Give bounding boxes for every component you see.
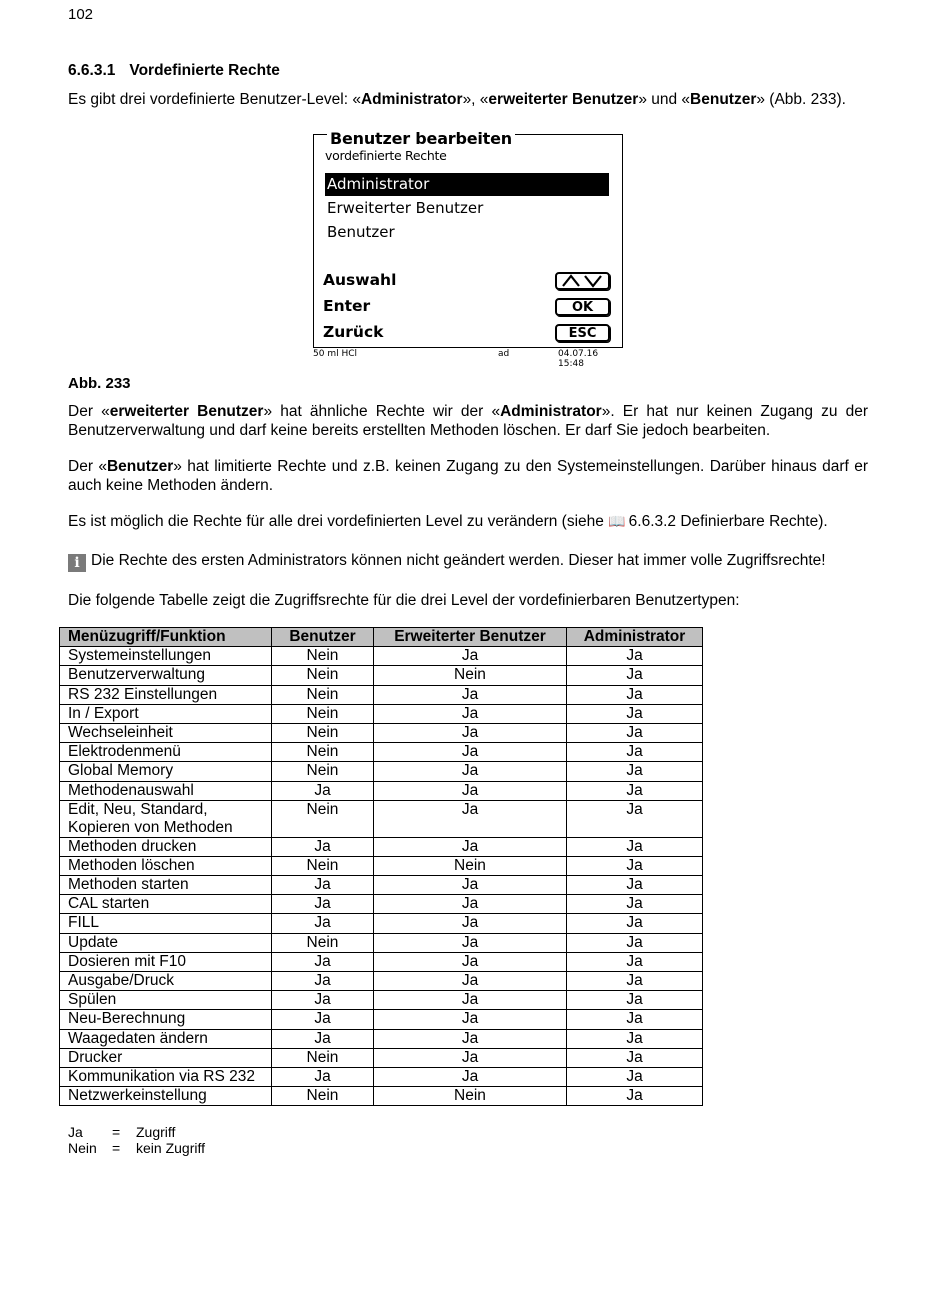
- table-row: [60, 914, 703, 933]
- function-cell: Global Memory: [60, 762, 272, 781]
- access-cell: Ja: [374, 914, 567, 933]
- access-cell: Ja: [374, 837, 567, 856]
- function-cell: Spülen: [60, 991, 272, 1010]
- access-cell: Ja: [567, 914, 703, 933]
- access-cell: Ja: [272, 837, 374, 856]
- access-cell: Ja: [567, 1010, 703, 1029]
- access-cell: Ja: [567, 933, 703, 952]
- section-heading: [68, 62, 280, 80]
- access-cell: Ja: [272, 876, 374, 895]
- access-cell: Nein: [272, 1048, 374, 1067]
- table-row: [60, 1048, 703, 1067]
- table-row: [60, 837, 703, 856]
- access-cell: Ja: [272, 781, 374, 800]
- screen-status-bar: [313, 349, 623, 369]
- access-cell: Ja: [374, 762, 567, 781]
- access-cell: Ja: [374, 704, 567, 723]
- function-cell: Wechseleinheit: [60, 723, 272, 742]
- zurueck-label: Zurück: [323, 323, 384, 341]
- figure-caption: Abb. 233: [68, 375, 131, 392]
- status-right: 04.07.16 15:48: [558, 349, 599, 369]
- table-row: [60, 1029, 703, 1048]
- table-row: [60, 895, 703, 914]
- access-cell: Ja: [567, 800, 703, 837]
- function-cell: Benutzerverwaltung: [60, 666, 272, 685]
- table-row: [60, 723, 703, 742]
- status-left: 50 ml HCl: [313, 349, 357, 359]
- access-cell: Ja: [272, 972, 374, 991]
- access-cell: Ja: [567, 837, 703, 856]
- access-cell: Nein: [374, 666, 567, 685]
- access-cell: Nein: [272, 762, 374, 781]
- esc-key[interactable]: ESC: [555, 324, 610, 342]
- access-cell: Ja: [567, 666, 703, 685]
- table-row: [60, 952, 703, 971]
- function-cell: Methoden löschen: [60, 856, 272, 875]
- access-cell: Ja: [567, 704, 703, 723]
- menu-item-administrator[interactable]: Administrator: [325, 173, 609, 196]
- function-cell: Elektrodenmenü: [60, 743, 272, 762]
- function-cell: Methodenauswahl: [60, 781, 272, 800]
- function-cell: Ausgabe/Druck: [60, 972, 272, 991]
- access-cell: Ja: [567, 723, 703, 742]
- info-icon: i: [68, 554, 86, 572]
- access-cell: Ja: [567, 895, 703, 914]
- header-erweiterter-benutzer: Erweiterter Benutzer: [374, 628, 567, 647]
- up-down-key[interactable]: [555, 272, 610, 290]
- function-cell: Netzwerkeinstellung: [60, 1087, 272, 1106]
- header-benutzer: Benutzer: [272, 628, 374, 647]
- auswahl-label: Auswahl: [323, 271, 397, 289]
- function-cell: Waagedaten ändern: [60, 1029, 272, 1048]
- table-row: [60, 800, 703, 837]
- book-icon: 📖: [608, 513, 626, 529]
- access-cell: Ja: [567, 1067, 703, 1086]
- access-cell: Ja: [567, 876, 703, 895]
- table-row: [60, 1087, 703, 1106]
- access-cell: Nein: [272, 723, 374, 742]
- access-cell: Ja: [567, 1029, 703, 1048]
- access-cell: Ja: [374, 933, 567, 952]
- function-cell: Methoden starten: [60, 876, 272, 895]
- paragraph-extended-user: Der «erweiterter Benutzer» hat ähnliche Rechte wir der «Administrator». Er hat nur keinen Zugang zu der Benutzerverwaltung und darf keine bereits erstellten Methoden löschen. Er darf Sie jedoch bearbeiten.: [68, 403, 869, 439]
- access-cell: Ja: [567, 972, 703, 991]
- access-cell: Ja: [374, 723, 567, 742]
- page-number: 102: [68, 6, 94, 23]
- section-title: Vordefinierte Rechte: [129, 62, 280, 79]
- access-cell: Ja: [374, 1029, 567, 1048]
- table-row: [60, 1010, 703, 1029]
- legend: [68, 1124, 205, 1156]
- access-cell: Ja: [567, 991, 703, 1010]
- enter-label: Enter: [323, 297, 371, 315]
- screen-title: Benutzer bearbeiten: [327, 129, 515, 148]
- access-cell: Ja: [374, 1010, 567, 1029]
- legend-row: Nein = kein Zugriff: [68, 1140, 205, 1156]
- table-row: [60, 972, 703, 991]
- function-cell: Kommunikation via RS 232: [60, 1067, 272, 1086]
- access-cell: Ja: [374, 972, 567, 991]
- status-mid: ad: [498, 349, 510, 359]
- function-cell: Neu-Berechnung: [60, 1010, 272, 1029]
- function-cell: Methoden drucken: [60, 837, 272, 856]
- access-cell: Ja: [272, 1010, 374, 1029]
- access-cell: Nein: [272, 685, 374, 704]
- access-cell: Ja: [567, 856, 703, 875]
- function-cell: RS 232 Einstellungen: [60, 685, 272, 704]
- ok-key[interactable]: OK: [555, 298, 610, 316]
- access-cell: Ja: [272, 895, 374, 914]
- access-cell: Ja: [567, 762, 703, 781]
- access-cell: Ja: [567, 952, 703, 971]
- access-cell: Ja: [272, 914, 374, 933]
- table-row: [60, 933, 703, 952]
- access-cell: Ja: [567, 781, 703, 800]
- access-cell: Nein: [374, 1087, 567, 1106]
- function-cell: Dosieren mit F10: [60, 952, 272, 971]
- access-cell: Nein: [272, 743, 374, 762]
- access-cell: Ja: [374, 895, 567, 914]
- access-cell: Nein: [272, 647, 374, 666]
- table-row: [60, 666, 703, 685]
- access-cell: Ja: [567, 647, 703, 666]
- header-administrator: Administrator: [567, 628, 703, 647]
- function-cell: Drucker: [60, 1048, 272, 1067]
- menu-item-erweiterter-benutzer[interactable]: Erweiterter Benutzer: [327, 199, 484, 217]
- access-cell: Ja: [374, 685, 567, 704]
- screen-subtitle: vordefinierte Rechte: [325, 148, 447, 163]
- access-cell: Ja: [374, 781, 567, 800]
- info-note: i Die Rechte des ersten Administrators können nicht geändert werden. Dieser hat immer volle Zugriffsrechte!: [68, 551, 868, 572]
- access-cell: Ja: [567, 1087, 703, 1106]
- table-row: [60, 743, 703, 762]
- table-row: [60, 991, 703, 1010]
- function-cell: Systemeinstellungen: [60, 647, 272, 666]
- device-screen: [313, 129, 623, 348]
- access-cell: Ja: [567, 743, 703, 762]
- access-cell: Nein: [272, 800, 374, 837]
- menu-item-benutzer[interactable]: Benutzer: [327, 223, 395, 241]
- legend-row: Ja = Zugriff: [68, 1124, 176, 1140]
- function-cell: Update: [60, 933, 272, 952]
- function-cell: In / Export: [60, 704, 272, 723]
- paragraph-change-rights: Es ist möglich die Rechte für alle drei vordefinierten Level zu verändern (siehe 📖 6.6.3.2 Definierbare Rechte).: [68, 513, 828, 530]
- access-cell: Ja: [272, 1029, 374, 1048]
- access-cell: Nein: [272, 666, 374, 685]
- access-cell: Ja: [374, 647, 567, 666]
- access-cell: Ja: [374, 991, 567, 1010]
- access-cell: Ja: [374, 876, 567, 895]
- table-row: [60, 876, 703, 895]
- table-row: [60, 781, 703, 800]
- access-cell: Nein: [272, 933, 374, 952]
- table-row: [60, 762, 703, 781]
- access-cell: Nein: [374, 856, 567, 875]
- table-row: [60, 647, 703, 666]
- table-row: [60, 704, 703, 723]
- access-cell: Nein: [272, 856, 374, 875]
- access-cell: Nein: [272, 704, 374, 723]
- table-header-row: [60, 628, 703, 647]
- header-function: Menüzugriff/Funktion: [60, 628, 272, 647]
- function-cell: FILL: [60, 914, 272, 933]
- access-cell: Nein: [272, 1087, 374, 1106]
- access-cell: Ja: [374, 952, 567, 971]
- access-cell: Ja: [374, 743, 567, 762]
- access-rights-table: [59, 627, 703, 1106]
- access-cell: Ja: [272, 991, 374, 1010]
- table-row: [60, 1067, 703, 1086]
- function-cell: Edit, Neu, Standard, Kopieren von Methoden: [60, 800, 272, 837]
- access-cell: Ja: [272, 1067, 374, 1086]
- section-number: 6.6.3.1: [68, 62, 116, 79]
- access-cell: Ja: [374, 1048, 567, 1067]
- table-intro: Die folgende Tabelle zeigt die Zugriffsrechte für die drei Level der vordefinierbaren Benutzertypen:: [68, 592, 740, 609]
- access-cell: Ja: [567, 685, 703, 704]
- intro-paragraph: Es gibt drei vordefinierte Benutzer-Level: «Administrator», «erweiterter Benutzer» und «Benutzer» (Abb. 233).: [68, 91, 846, 108]
- cross-reference-link[interactable]: 6.6.3.2 Definierbare Rechte).: [628, 513, 828, 530]
- table-row: [60, 685, 703, 704]
- table-row: [60, 856, 703, 875]
- access-cell: Ja: [272, 952, 374, 971]
- access-cell: Ja: [374, 1067, 567, 1086]
- function-cell: CAL starten: [60, 895, 272, 914]
- paragraph-user: Der «Benutzer» hat limitierte Rechte und z.B. keinen Zugang zu den Systemeinstellungen. Darüber hinaus darf er auch keine Methoden ändern.: [68, 458, 868, 494]
- access-cell: Ja: [374, 800, 567, 837]
- access-cell: Ja: [567, 1048, 703, 1067]
- chevron-up-down-icon: [560, 274, 606, 288]
